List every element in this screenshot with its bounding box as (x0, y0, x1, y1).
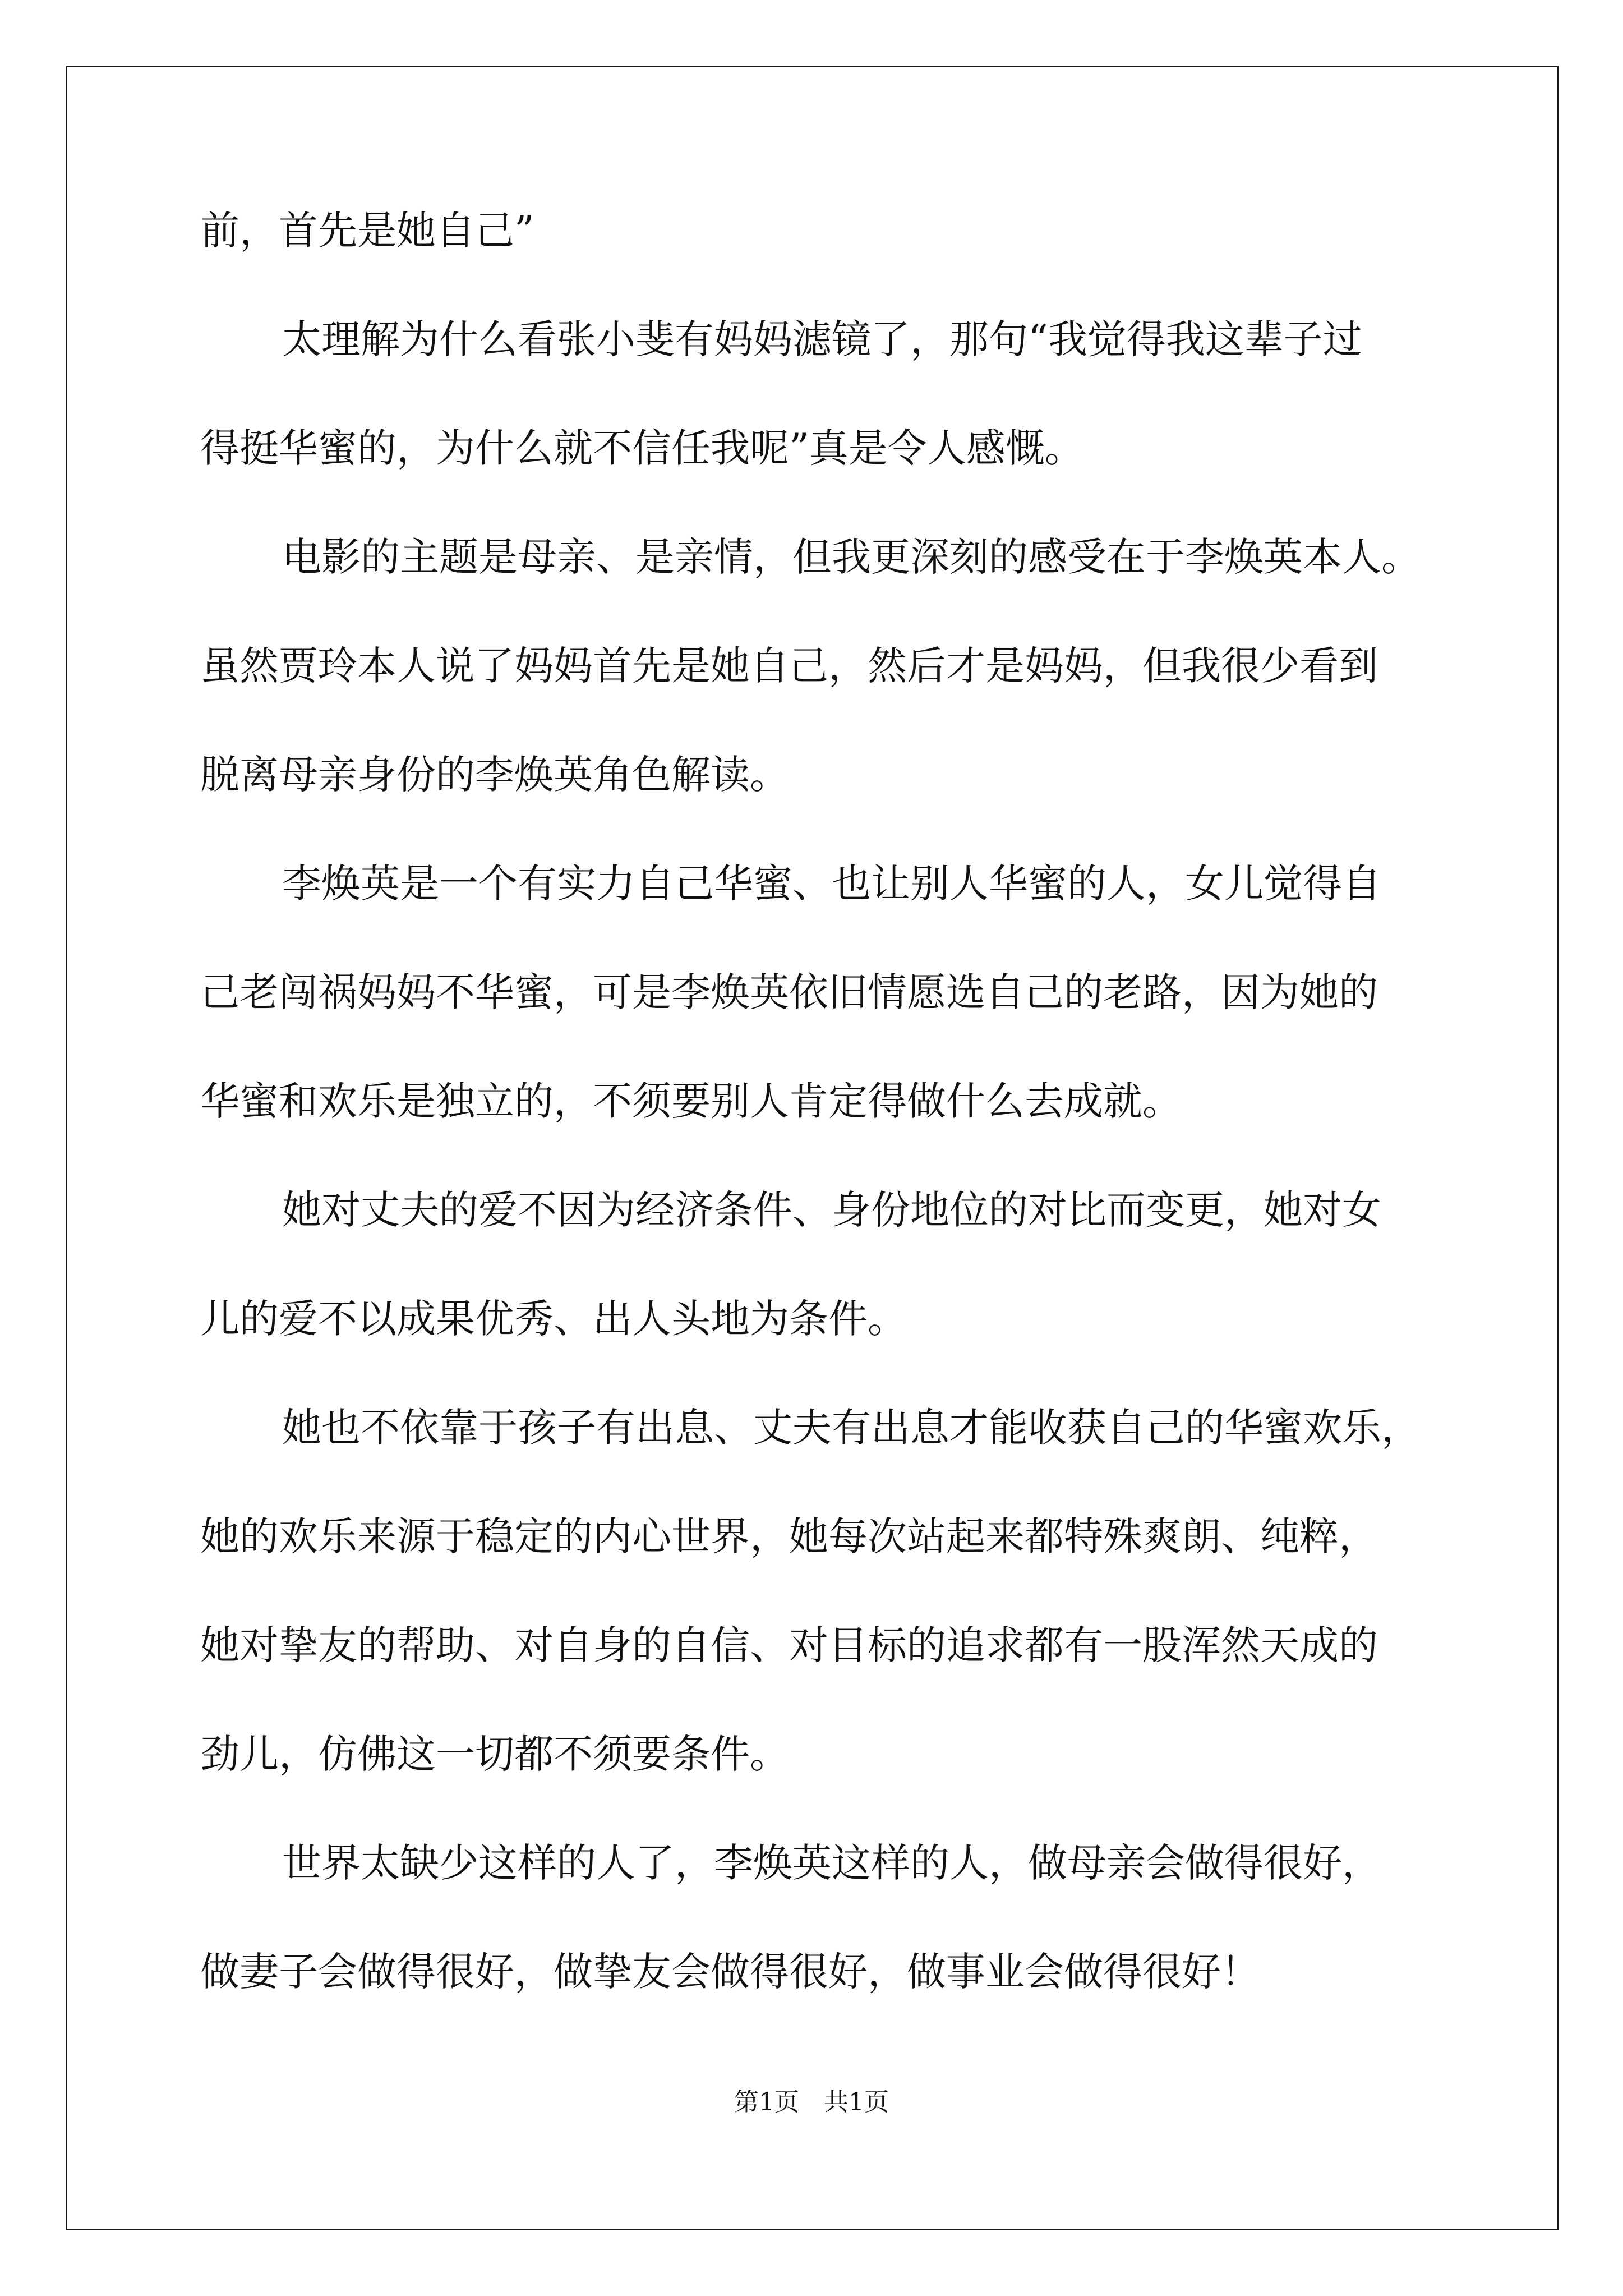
text-line: 她的欢乐来源于稳定的内心世界，她每次站起来都特殊爽朗、纯粹， (200, 1513, 1378, 1559)
text-line: 己老闯祸妈妈不华蜜，可是李焕英依旧情愿选自己的老路，因为她的 (200, 969, 1378, 1015)
text-line: 劲儿，仿佛这一切都不须要条件。 (200, 1731, 789, 1777)
text-line: 脱离母亲身份的李焕英角色解读。 (200, 752, 789, 798)
text-line: 电影的主题是母亲、是亲情，但我更深刻的感受在于李焕英本人。 (282, 534, 1421, 580)
text-line: 前，首先是她自己” (200, 208, 534, 254)
text-line: 她对挚友的帮助、对自身的自信、对目标的追求都有一股浑然天成的 (200, 1622, 1378, 1668)
text-line: 李焕英是一个有实力自己华蜜、也让别人华蜜的人，女儿觉得自 (282, 861, 1381, 907)
text-line: 做妻子会做得很好，做挚友会做得很好，做事业会做得很好！ (200, 1949, 1260, 1995)
text-line: 华蜜和欢乐是独立的，不须要别人肯定得做什么去成就。 (200, 1078, 1182, 1124)
text-line: 太理解为什么看张小斐有妈妈滤镜了，那句“我觉得我这辈子过 (282, 316, 1362, 362)
page-footer: 第1页 共1页 (734, 2088, 889, 2116)
text-line: 虽然贾玲本人说了妈妈首先是她自己，然后才是妈妈，但我很少看到 (200, 643, 1378, 689)
text-line: 儿的爱不以成果优秀、出人头地为条件。 (200, 1296, 907, 1342)
text-line: 世界太缺少这样的人了，李焕英这样的人，做母亲会做得很好， (282, 1840, 1381, 1886)
text-line: 得挺华蜜的，为什么就不信任我呢”真是令人感慨。 (200, 425, 1084, 471)
page-border (66, 66, 1559, 2230)
text-line: 她也不依靠于孩子有出息、丈夫有出息才能收获自己的华蜜欢乐， (282, 1405, 1421, 1451)
text-line: 她对丈夫的爱不因为经济条件、身份地位的对比而变更，她对女 (282, 1187, 1381, 1233)
